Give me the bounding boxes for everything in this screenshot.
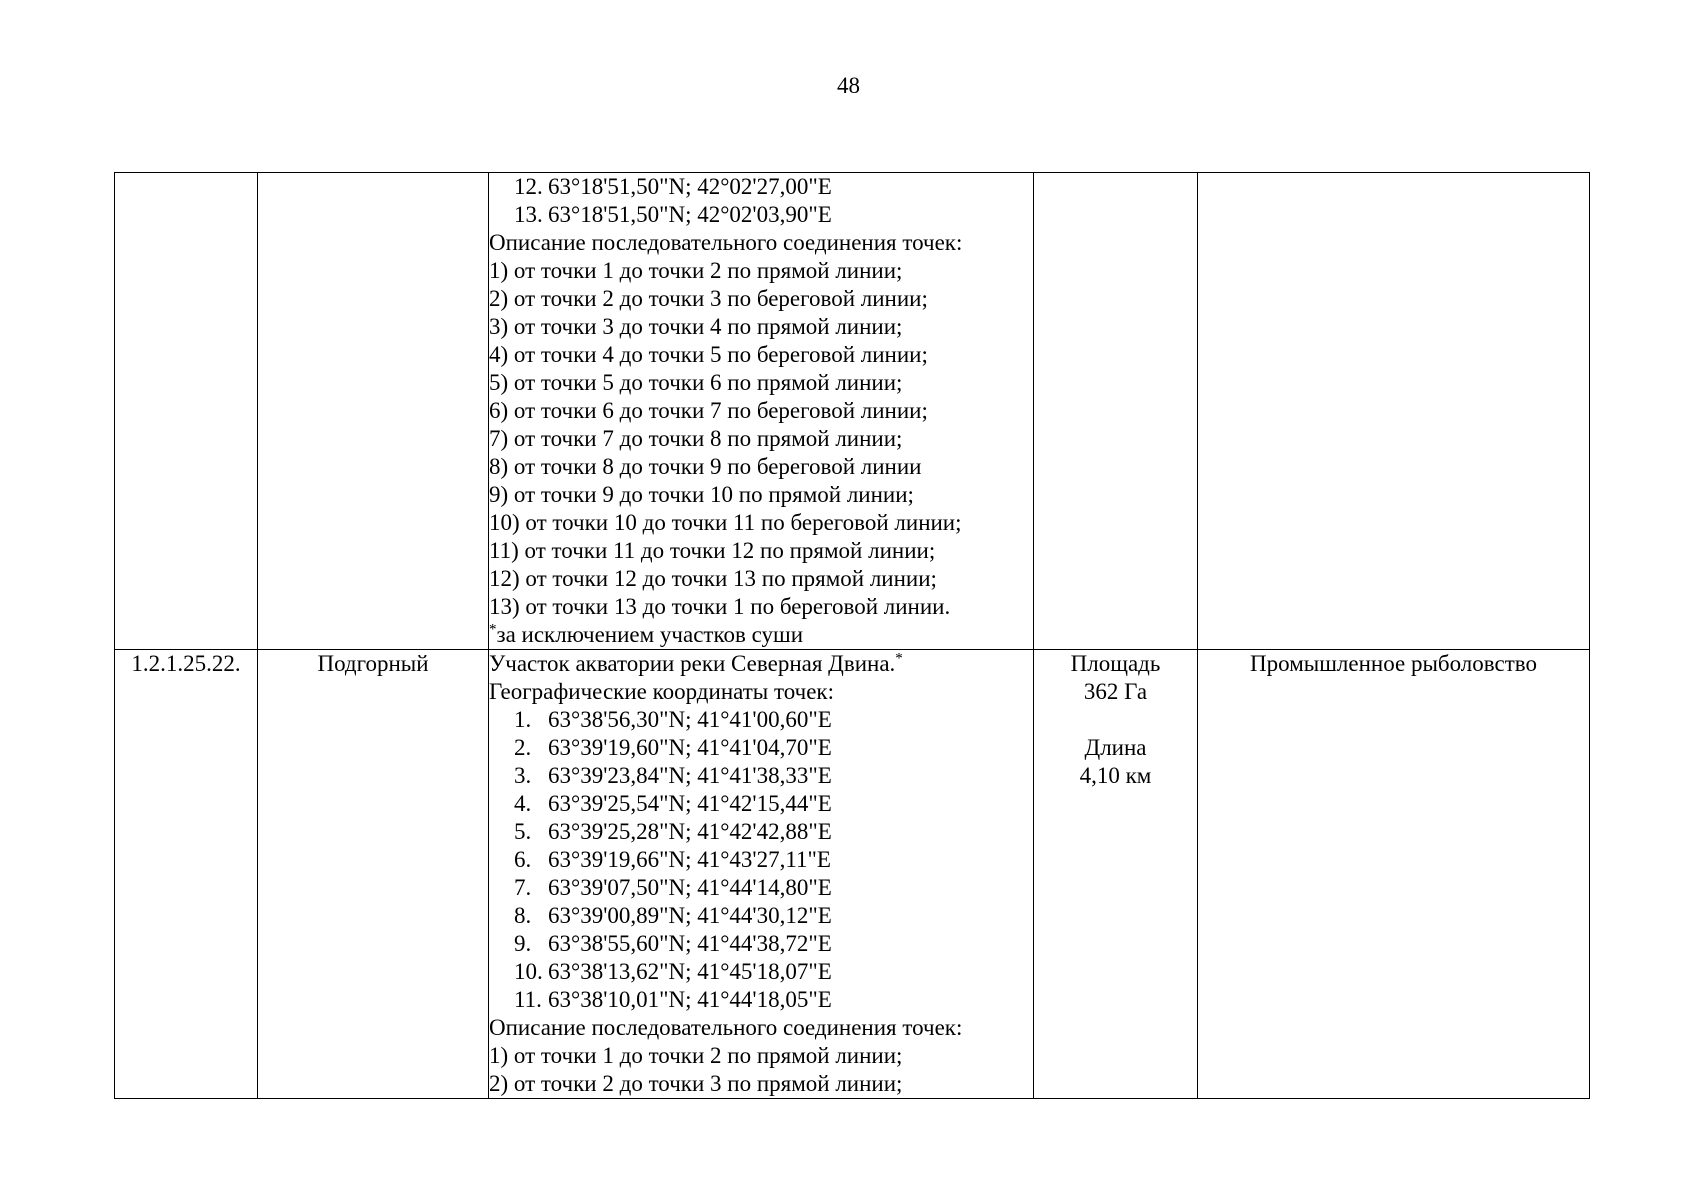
connection-item: 3) от точки 3 до точки 4 по прямой линии; <box>489 314 903 339</box>
footnote: *за исключением участков суши <box>489 621 804 647</box>
row2-number-cell <box>115 650 258 1099</box>
coordinate-item: 7. 63°39'07,50"N; 41°44'14,80"E <box>514 875 832 900</box>
area-value: 362 Га <box>1083 679 1148 704</box>
area-title: Участок акватории реки Северная Двина.* <box>489 650 903 676</box>
connection-item: 6) от точки 6 до точки 7 по береговой линии; <box>489 398 928 423</box>
coordinates-heading: Географические координаты точек: <box>489 679 834 704</box>
row1-number-cell <box>115 173 258 650</box>
row1-name-cell <box>258 173 489 650</box>
row1-usage-cell <box>1198 173 1590 650</box>
connection-heading: Описание последовательного соединения точек: <box>489 1015 963 1040</box>
row2-usage-cell <box>1198 650 1590 1099</box>
connection-item: 1) от точки 1 до точки 2 по прямой линии; <box>489 1043 903 1068</box>
coordinate-item: 13. 63°18'51,50"N; 42°02'03,90"E <box>514 202 832 227</box>
row2-description-cell <box>489 650 1034 1099</box>
connection-item: 9) от точки 9 до точки 10 по прямой линии; <box>489 482 914 507</box>
length-label: Длина <box>1084 735 1147 760</box>
connection-item: 12) от точки 12 до точки 13 по прямой линии; <box>489 566 937 591</box>
coordinate-item: 10. 63°38'13,62"N; 41°45'18,07"E <box>514 959 832 984</box>
connection-item: 1) от точки 1 до точки 2 по прямой линии; <box>489 258 903 283</box>
footnote-mark: * <box>895 650 903 667</box>
table-row <box>115 173 1590 650</box>
connection-item: 2) от точки 2 до точки 3 по прямой линии; <box>489 1071 903 1096</box>
row1-description-cell <box>489 173 1034 650</box>
table-row <box>115 650 1590 1099</box>
connection-item: 11) от точки 11 до точки 12 по прямой линии; <box>489 538 936 563</box>
connection-item: 13) от точки 13 до точки 1 по береговой линии. <box>489 594 951 619</box>
coordinate-item: 1. 63°38'56,30"N; 41°41'00,60"E <box>514 707 832 732</box>
connection-heading: Описание последовательного соединения точек: <box>489 230 963 255</box>
connection-item: 5) от точки 5 до точки 6 по прямой линии; <box>489 370 903 395</box>
connection-item: 4) от точки 4 до точки 5 по береговой линии; <box>489 342 928 367</box>
row2-name-cell <box>258 650 489 1099</box>
fishing-areas-table <box>114 172 1590 1099</box>
coordinate-item: 3. 63°39'23,84"N; 41°41'38,33"E <box>514 763 832 788</box>
connection-item: 2) от точки 2 до точки 3 по береговой линии; <box>489 286 928 311</box>
row2-size-cell <box>1034 650 1198 1099</box>
area-number: 1.2.1.25.22. <box>131 651 241 676</box>
coordinate-item: 4. 63°39'25,54"N; 41°42'15,44"E <box>514 791 832 816</box>
coordinate-item: 6. 63°39'19,66"N; 41°43'27,11"E <box>514 847 831 872</box>
coordinate-item: 9. 63°38'55,60"N; 41°44'38,72"E <box>514 931 832 956</box>
coordinate-item: 5. 63°39'25,28"N; 41°42'42,88"E <box>514 819 832 844</box>
connection-item: 7) от точки 7 до точки 8 по прямой линии; <box>489 426 903 451</box>
footnote-mark: * <box>489 621 497 638</box>
area-name: Подгорный <box>317 651 429 676</box>
page-number: 48 <box>837 73 860 98</box>
coordinate-item: 12. 63°18'51,50"N; 42°02'27,00"E <box>514 174 832 199</box>
usage-type: Промышленное рыболовство <box>1250 651 1537 676</box>
coordinate-item: 2. 63°39'19,60"N; 41°41'04,70"E <box>514 735 832 760</box>
area-label: Площадь <box>1070 651 1161 676</box>
coordinate-item: 8. 63°39'00,89"N; 41°44'30,12"E <box>514 903 832 928</box>
coordinate-item: 11. 63°38'10,01"N; 41°44'18,05"E <box>514 987 832 1012</box>
connection-item: 10) от точки 10 до точки 11 по береговой линии; <box>489 510 962 535</box>
length-value: 4,10 км <box>1079 763 1152 788</box>
row1-size-cell <box>1034 173 1198 650</box>
connection-item: 8) от точки 8 до точки 9 по береговой линии <box>489 454 922 479</box>
